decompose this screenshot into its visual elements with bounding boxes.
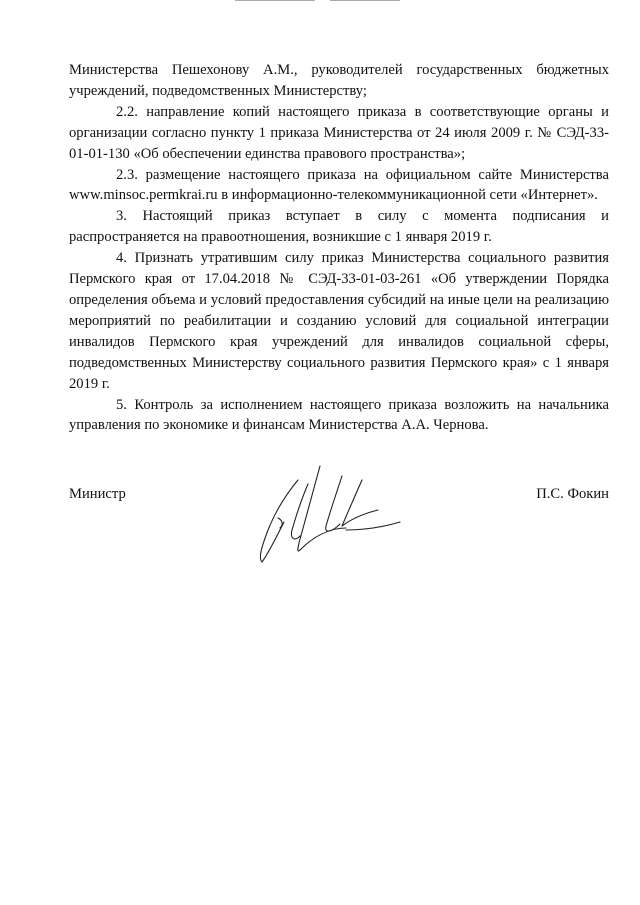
handwritten-signature — [250, 458, 420, 578]
paragraph: 2.2. направление копий настоящего приказа в соответствующие органы и организации согласно пункту 1 приказа Министерства от 24 июля 2009 г. № СЭД-33-01-01-130 «Об обеспечении единства правового пространства»; — [69, 103, 609, 162]
signatory-name: П.С. Фокин — [536, 486, 609, 502]
paragraph: 4. Признать утратившим силу приказ Министерства социального развития Пермского края от 17.04.2018 № СЭД-33-01-03-261 «Об утверждении Порядка определения объема и условий предоставления субсидий на иные цели на реализацию мероприятий по реабилитации и созданию условий для социальной интеграции инвалидов Пермского края учреждений для инвалидов социальной сферы, подведомственных Министерству социального развития Пермского края» с 1 января 2019 г. — [69, 250, 609, 392]
paragraph: 2.3. размещение настоящего приказа на официальном сайте Министерства www.minsoc.permkrai.ru в информационно-телекоммуникационной сети «Интернет». — [69, 166, 609, 204]
document-body — [69, 60, 609, 436]
signatory-title: Министр — [69, 486, 126, 502]
paragraph: Министерства Пешехонову А.М., руководителей государственных бюджетных учреждений, подведомственных Министерству; — [69, 62, 609, 99]
top-edge-mark — [330, 0, 400, 1]
paragraph: 3. Настоящий приказ вступает в силу с момента подписания и распространяется на правоотношения, возникшие с 1 января 2019 г. — [69, 208, 609, 246]
top-edge-mark — [235, 0, 315, 1]
paragraph: 5. Контроль за исполнением настоящего приказа возложить на начальника управления по экономике и финансам Министерства А.А. Чернова. — [69, 396, 609, 434]
